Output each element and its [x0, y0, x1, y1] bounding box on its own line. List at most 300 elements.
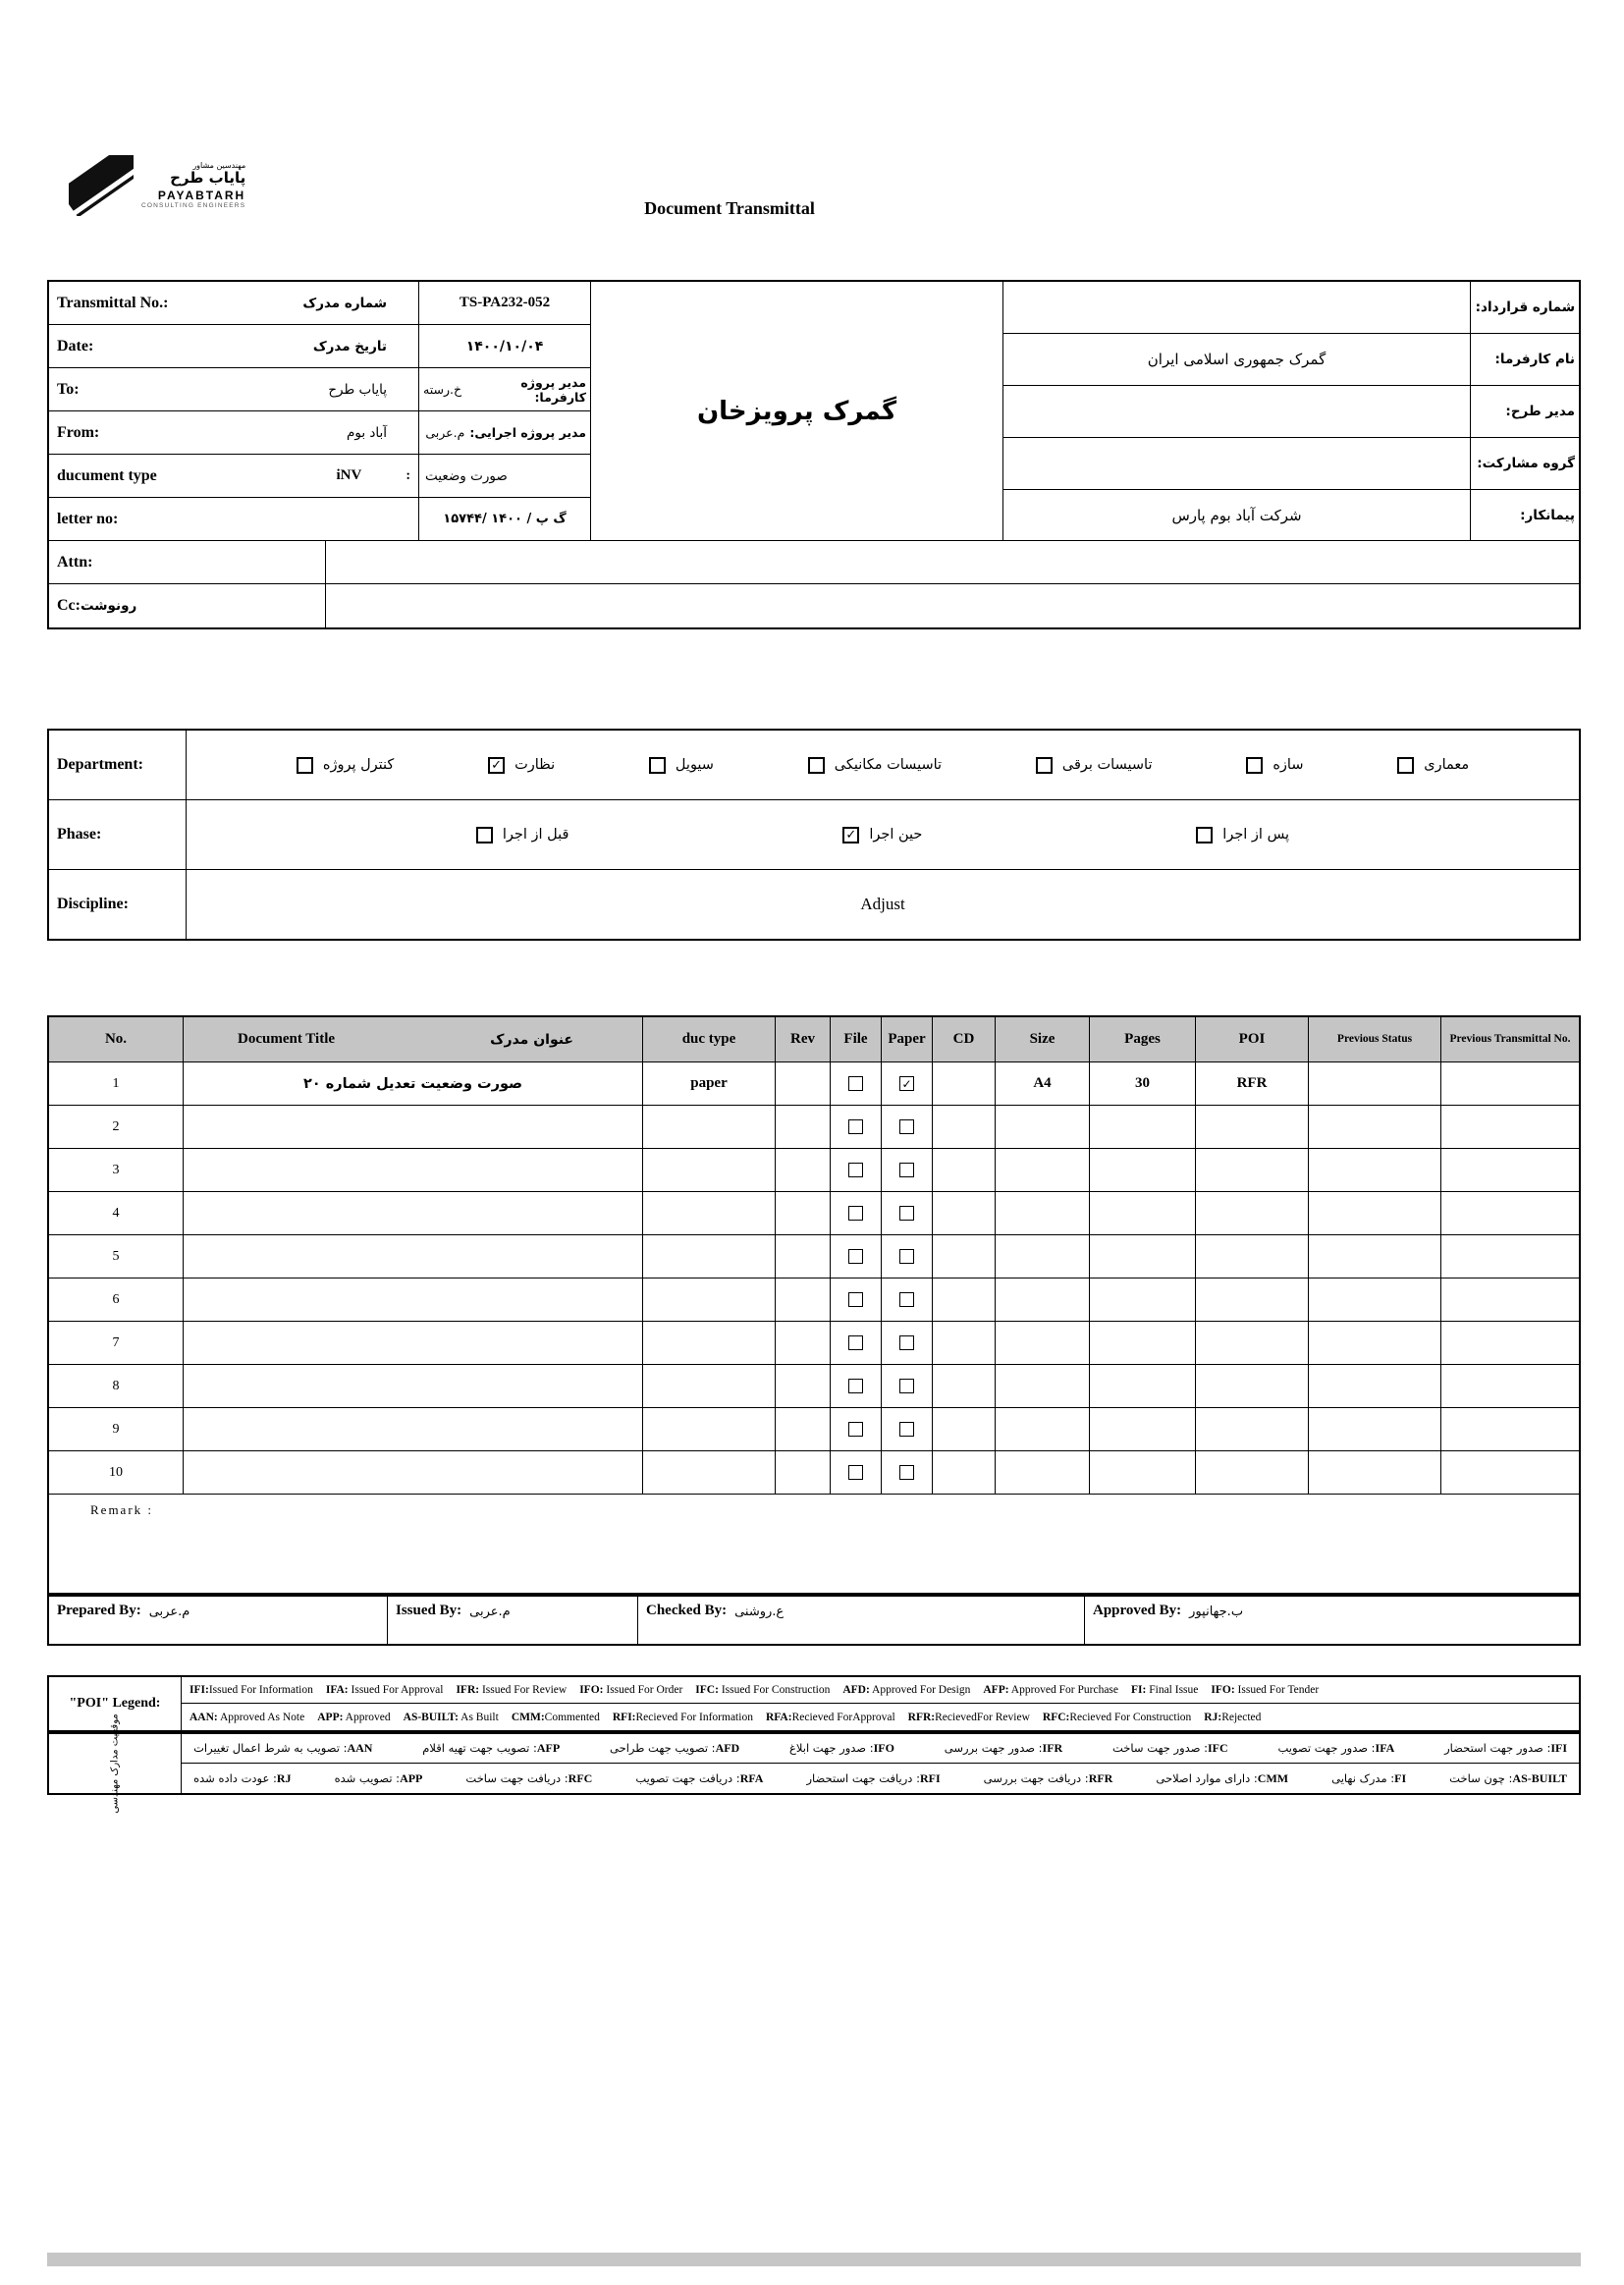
transmittal-no-label-en: Transmittal No.: — [57, 294, 169, 311]
paper-checkbox[interactable] — [899, 1465, 914, 1480]
cell-duc-type — [643, 1365, 776, 1408]
document-row — [49, 1149, 1579, 1192]
poi-legend-fa-row-2 — [182, 1764, 1579, 1793]
legend-item: AS-BUILT: چون ساخت — [1449, 1770, 1567, 1785]
department-row — [49, 731, 1579, 800]
logo-en-name: PAYABTARH — [157, 188, 246, 202]
design-manager-label: مدیر طرح: — [1505, 404, 1575, 419]
col-title-header — [184, 1017, 643, 1062]
legend-item: RJ: عودت داده شده — [193, 1770, 292, 1785]
cell-no: 7 — [49, 1322, 184, 1365]
file-checkbox[interactable] — [848, 1465, 863, 1480]
cell-prev-transmittal — [1441, 1279, 1579, 1322]
cell-paper — [882, 1106, 933, 1149]
cell-no: 4 — [49, 1192, 184, 1235]
file-checkbox[interactable] — [848, 1076, 863, 1091]
cell-prev-status — [1309, 1408, 1441, 1451]
phase-option-label: قبل از اجرا — [502, 827, 569, 843]
document-row — [49, 1192, 1579, 1235]
paper-checkbox[interactable] — [899, 1119, 914, 1134]
cell-prev-transmittal — [1441, 1451, 1579, 1495]
issued-by-cell — [388, 1597, 638, 1644]
document-type-value-fa-cell — [419, 455, 591, 498]
cell-poi: RFR — [1196, 1062, 1309, 1106]
legend-item: AFP: تصویب جهت تهیه اقلام — [422, 1741, 561, 1755]
paper-checkbox[interactable] — [899, 1163, 914, 1177]
cell-title: صورت وضعیت تعدیل شماره ۲۰ — [184, 1062, 643, 1106]
checked-by-label: Checked By: — [646, 1603, 728, 1618]
cell-prev-status — [1309, 1235, 1441, 1279]
document-row — [49, 1408, 1579, 1451]
letter-no-label: letter no: — [57, 510, 119, 527]
cell-title — [184, 1365, 643, 1408]
partnership-group-label: گروه مشارکت: — [1477, 456, 1575, 471]
col-title-header-fa: عنوان مدرک — [490, 1031, 573, 1048]
cell-cd — [933, 1235, 996, 1279]
department-option-checkbox[interactable] — [808, 757, 825, 774]
legend-item: IFC: Issued For Construction — [695, 1684, 831, 1696]
department-option — [808, 757, 942, 774]
client-name-label: نام کارفرما: — [1494, 352, 1575, 367]
cell-title — [184, 1408, 643, 1451]
client-name-value: گمرک جمهوری اسلامی ایران — [1003, 334, 1471, 386]
department-label: Department: — [49, 731, 187, 799]
poi-legend-fa-row-1 — [182, 1734, 1579, 1764]
document-row — [49, 1062, 1579, 1106]
cell-size — [996, 1192, 1090, 1235]
cell-prev-transmittal — [1441, 1106, 1579, 1149]
legend-item: FI: Final Issue — [1131, 1684, 1199, 1696]
col-previous-status-header: Previous Status — [1309, 1017, 1441, 1062]
col-paper-header: Paper — [882, 1017, 933, 1062]
poi-legend-fa-title: موقعیت مدارک مهندسی — [109, 1714, 121, 1814]
cell-title — [184, 1279, 643, 1322]
cell-pages — [1090, 1365, 1196, 1408]
legend-item: AS-BUILT: As Built — [403, 1711, 499, 1723]
approved-by-label: Approved By: — [1093, 1603, 1182, 1618]
cell-size — [996, 1451, 1090, 1495]
cell-poi — [1196, 1322, 1309, 1365]
cell-poi — [1196, 1235, 1309, 1279]
cell-prev-status — [1309, 1062, 1441, 1106]
cell-paper — [882, 1235, 933, 1279]
paper-checkbox[interactable] — [899, 1249, 914, 1264]
cell-rev — [776, 1106, 831, 1149]
client-pm-label: مدیر پروژه کارفرما: — [520, 374, 586, 405]
poi-legend-title: "POI" Legend: — [49, 1677, 182, 1730]
cell-file — [831, 1106, 882, 1149]
cell-duc-type — [643, 1149, 776, 1192]
footer-bar — [47, 2253, 1581, 2266]
contract-no-value — [1003, 282, 1471, 334]
page-title: Document Transmittal — [644, 198, 815, 218]
prepared-by-cell — [49, 1597, 388, 1644]
file-checkbox[interactable] — [848, 1335, 863, 1350]
date-cell — [49, 325, 419, 368]
cell-rev — [776, 1235, 831, 1279]
cell-no: 3 — [49, 1149, 184, 1192]
legend-item: IFR: صدور جهت بررسی — [944, 1741, 1063, 1755]
design-manager-value — [1003, 386, 1471, 438]
to-cell — [49, 368, 419, 411]
cell-file — [831, 1408, 882, 1451]
cell-rev — [776, 1062, 831, 1106]
cell-poi — [1196, 1192, 1309, 1235]
signatures-row — [47, 1595, 1581, 1646]
department-option-checkbox[interactable] — [1246, 757, 1263, 774]
file-checkbox[interactable] — [848, 1119, 863, 1134]
document-row — [49, 1322, 1579, 1365]
poi-legend-en-row-1 — [182, 1677, 1579, 1704]
legend-item: AFP: Approved For Purchase — [983, 1684, 1119, 1696]
cell-pages — [1090, 1322, 1196, 1365]
legend-item: IFI: صدور جهت استحضار — [1444, 1741, 1567, 1755]
document-type-colon: : — [406, 467, 410, 483]
cc-label-fa: رونوشت — [80, 598, 137, 614]
paper-checkbox[interactable] — [899, 1206, 914, 1221]
cell-rev — [776, 1322, 831, 1365]
col-file-header: File — [831, 1017, 882, 1062]
cell-paper — [882, 1062, 933, 1106]
department-option-label: نظارت — [514, 757, 556, 773]
transmittal-no-cell — [49, 282, 419, 325]
legend-item: RJ:Rejected — [1204, 1711, 1262, 1723]
phase-label: Phase: — [49, 800, 187, 869]
paper-checkbox[interactable]: ✓ — [899, 1076, 914, 1091]
cell-cd — [933, 1365, 996, 1408]
cell-rev — [776, 1149, 831, 1192]
attn-label: Attn: — [57, 553, 93, 571]
cell-title — [184, 1149, 643, 1192]
document-row — [49, 1451, 1579, 1495]
discipline-label: Discipline: — [49, 870, 187, 939]
exec-pm-cell — [419, 411, 591, 455]
cell-poi — [1196, 1279, 1309, 1322]
cell-cd — [933, 1451, 996, 1495]
remark-label: Remark : — [90, 1502, 154, 1517]
phase-option-checkbox[interactable] — [1196, 827, 1213, 843]
department-option — [1036, 757, 1153, 774]
checked-by-cell — [638, 1597, 1085, 1644]
cell-paper — [882, 1192, 933, 1235]
legend-item: IFO: صدور جهت ابلاغ — [789, 1741, 894, 1755]
cell-title — [184, 1192, 643, 1235]
cell-no: 2 — [49, 1106, 184, 1149]
legend-item: IFC: صدور جهت ساخت — [1112, 1741, 1228, 1755]
document-type-value-fa: صورت وضعیت — [425, 467, 508, 484]
cell-size — [996, 1235, 1090, 1279]
legend-item: APP: تصویب شده — [334, 1770, 423, 1785]
cell-rev — [776, 1451, 831, 1495]
from-label: From: — [57, 423, 100, 441]
department-option — [1397, 757, 1469, 774]
department-option-label: تاسیسات برقی — [1061, 757, 1153, 773]
file-checkbox[interactable] — [848, 1292, 863, 1307]
cell-prev-status — [1309, 1451, 1441, 1495]
cell-size — [996, 1149, 1090, 1192]
from-value: آباد بوم — [346, 424, 387, 441]
legend-item: IFO: Issued For Tender — [1211, 1684, 1320, 1696]
cell-rev — [776, 1408, 831, 1451]
cell-prev-transmittal — [1441, 1062, 1579, 1106]
from-cell — [49, 411, 419, 455]
cell-size — [996, 1408, 1090, 1451]
document-type-value-en: iNV — [336, 467, 362, 483]
cell-poi — [1196, 1451, 1309, 1495]
classification-table — [47, 729, 1581, 941]
col-duc-type-header: duc type — [643, 1017, 776, 1062]
cell-pages — [1090, 1408, 1196, 1451]
cell-paper — [882, 1408, 933, 1451]
legend-item: IFA: Issued For Approval — [325, 1684, 444, 1696]
department-option — [649, 757, 714, 774]
document-type-cell — [49, 455, 419, 498]
transmittal-no-label-fa: شماره مدرک — [302, 295, 387, 311]
department-option-label: کنترل پروژه — [322, 757, 395, 773]
phase-option-checkbox[interactable]: ✓ — [842, 827, 859, 843]
cell-duc-type: paper — [643, 1062, 776, 1106]
cell-prev-transmittal — [1441, 1235, 1579, 1279]
department-option-label: سیویل — [675, 757, 714, 773]
cell-file — [831, 1322, 882, 1365]
poi-legend-en — [47, 1675, 1581, 1732]
legend-item: IFO: Issued For Order — [579, 1684, 683, 1696]
cell-no: 5 — [49, 1235, 184, 1279]
cell-file — [831, 1365, 882, 1408]
logo-fa-tagline: مهندسین مشاور — [192, 161, 246, 171]
cell-duc-type — [643, 1279, 776, 1322]
cell-prev-status — [1309, 1365, 1441, 1408]
client-pm-cell — [419, 368, 591, 411]
cell-no: 8 — [49, 1365, 184, 1408]
file-checkbox[interactable] — [848, 1249, 863, 1264]
department-option-checkbox[interactable] — [1397, 757, 1414, 774]
document-row — [49, 1106, 1579, 1149]
cell-cd — [933, 1106, 996, 1149]
phase-option-label: حین اجرا — [869, 827, 923, 843]
cell-paper — [882, 1279, 933, 1322]
cell-cd — [933, 1062, 996, 1106]
cell-prev-transmittal — [1441, 1192, 1579, 1235]
cell-prev-transmittal — [1441, 1322, 1579, 1365]
cell-paper — [882, 1322, 933, 1365]
cell-prev-status — [1309, 1149, 1441, 1192]
cell-pages — [1090, 1235, 1196, 1279]
cell-title — [184, 1106, 643, 1149]
cell-paper — [882, 1149, 933, 1192]
department-option-label: معماری — [1424, 757, 1470, 773]
legend-item: RFI: دریافت جهت استحضار — [806, 1770, 941, 1785]
discipline-value: Adjust — [860, 895, 905, 913]
document-row — [49, 1365, 1579, 1408]
contractor-label: پیمانکار: — [1520, 507, 1575, 523]
legend-item: RFA:Recieved ForApproval — [765, 1711, 895, 1723]
cell-file — [831, 1451, 882, 1495]
cell-pages — [1090, 1279, 1196, 1322]
attn-value — [326, 541, 1579, 584]
cell-size: A4 — [996, 1062, 1090, 1106]
phase-option-checkbox[interactable] — [476, 827, 493, 843]
legend-item: CMM: دارای موارد اصلاحی — [1156, 1770, 1289, 1785]
issued-by-label: Issued By: — [396, 1603, 462, 1618]
cell-prev-status — [1309, 1279, 1441, 1322]
to-value: پایاب طرح — [328, 381, 387, 398]
cell-prev-status — [1309, 1106, 1441, 1149]
phase-option — [1196, 827, 1289, 843]
documents-table-body — [49, 1062, 1579, 1495]
department-option-checkbox[interactable] — [297, 757, 313, 774]
exec-pm-label: مدیر پروژه اجرایی: — [469, 425, 586, 440]
partnership-group-value — [1003, 438, 1471, 490]
checked-by-value: ع.روشنی — [734, 1605, 785, 1619]
cc-value — [326, 584, 1579, 627]
col-poi-header: POI — [1196, 1017, 1309, 1062]
cell-cd — [933, 1322, 996, 1365]
cell-no: 10 — [49, 1451, 184, 1495]
cell-pages — [1090, 1106, 1196, 1149]
paper-checkbox[interactable] — [899, 1422, 914, 1437]
logo-subtitle: CONSULTING ENGINEERS — [141, 202, 246, 210]
cell-rev — [776, 1365, 831, 1408]
cell-prev-status — [1309, 1322, 1441, 1365]
cell-cd — [933, 1149, 996, 1192]
cell-prev-transmittal — [1441, 1149, 1579, 1192]
document-row — [49, 1279, 1579, 1322]
legend-item: CMM:Commented — [511, 1711, 600, 1723]
approved-by-cell — [1085, 1597, 1579, 1644]
cell-pages — [1090, 1192, 1196, 1235]
cell-title — [184, 1322, 643, 1365]
info-table — [47, 280, 1581, 629]
col-previous-transmittal-header: Previous Transmittal No. — [1441, 1017, 1579, 1062]
cell-poi — [1196, 1106, 1309, 1149]
cell-paper — [882, 1365, 933, 1408]
contract-no-label: شماره قرارداد: — [1475, 299, 1575, 315]
legend-item: RFR: دریافت جهت بررسی — [983, 1770, 1113, 1785]
cell-duc-type — [643, 1451, 776, 1495]
document-row — [49, 1235, 1579, 1279]
legend-item: RFC: دریافت جهت ساخت — [465, 1770, 593, 1785]
cc-label-en: Cc: — [57, 597, 81, 614]
cell-file — [831, 1235, 882, 1279]
phase-option — [842, 827, 922, 843]
cell-cd — [933, 1192, 996, 1235]
poi-legend-en-row-2 — [182, 1704, 1579, 1730]
discipline-row — [49, 870, 1579, 939]
department-option-checkbox[interactable]: ✓ — [488, 757, 505, 774]
department-option — [297, 757, 394, 774]
cell-duc-type — [643, 1106, 776, 1149]
department-option — [1246, 757, 1303, 774]
paper-checkbox[interactable] — [899, 1292, 914, 1307]
legend-item: IFI:Issued For Information — [189, 1684, 313, 1696]
legend-item: IFA: صدور جهت تصویب — [1277, 1741, 1395, 1755]
cell-duc-type — [643, 1322, 776, 1365]
paper-checkbox[interactable] — [899, 1379, 914, 1393]
cell-cd — [933, 1279, 996, 1322]
transmittal-no-value: TS-PA232-052 — [419, 282, 591, 325]
cell-no: 9 — [49, 1408, 184, 1451]
department-options — [187, 731, 1579, 799]
project-title: گمرک پرویزخان — [591, 282, 1003, 541]
cell-prev-status — [1309, 1192, 1441, 1235]
cell-poi — [1196, 1149, 1309, 1192]
file-checkbox[interactable] — [848, 1422, 863, 1437]
cell-size — [996, 1365, 1090, 1408]
to-label: To: — [57, 380, 80, 398]
department-option-checkbox[interactable] — [649, 757, 666, 774]
prepared-by-label: Prepared By: — [57, 1603, 141, 1618]
col-size-header: Size — [996, 1017, 1090, 1062]
phase-row — [49, 800, 1579, 870]
cell-size — [996, 1106, 1090, 1149]
documents-table-header — [49, 1017, 1579, 1062]
col-cd-header: CD — [933, 1017, 996, 1062]
cell-duc-type — [643, 1192, 776, 1235]
cell-prev-transmittal — [1441, 1365, 1579, 1408]
cell-title — [184, 1451, 643, 1495]
date-label-fa: تاریخ مدرک — [312, 338, 387, 354]
cell-file — [831, 1279, 882, 1322]
exec-pm-value: م.عربی — [425, 425, 465, 440]
cell-size — [996, 1279, 1090, 1322]
department-option — [488, 757, 555, 774]
department-option-label: تاسیسات مکانیکی — [834, 757, 943, 773]
cell-pages — [1090, 1149, 1196, 1192]
legend-item: APP: Approved — [317, 1711, 391, 1723]
phase-option — [476, 827, 569, 843]
logo-fa-name: پایاب طرح — [170, 169, 246, 188]
cell-no: 6 — [49, 1279, 184, 1322]
cell-no: 1 — [49, 1062, 184, 1106]
cell-title — [184, 1235, 643, 1279]
cell-rev — [776, 1192, 831, 1235]
department-option-label: سازه — [1272, 757, 1304, 773]
documents-table — [47, 1015, 1581, 1595]
cell-file — [831, 1062, 882, 1106]
cell-paper — [882, 1451, 933, 1495]
issued-by-value: م.عربی — [469, 1605, 511, 1619]
document-type-label: ducument type — [57, 466, 157, 484]
cell-prev-transmittal — [1441, 1408, 1579, 1451]
letter-no-cell — [49, 498, 419, 541]
legend-item: AAN: Approved As Note — [189, 1711, 305, 1723]
department-option-checkbox[interactable] — [1036, 757, 1053, 774]
file-checkbox[interactable] — [848, 1206, 863, 1221]
legend-item: RFC:Recieved For Construction — [1042, 1711, 1192, 1723]
cell-pages: 30 — [1090, 1062, 1196, 1106]
paper-checkbox[interactable] — [899, 1335, 914, 1350]
date-label-en: Date: — [57, 337, 94, 354]
date-value: ۱۴۰۰/۱۰/۰۴ — [419, 325, 591, 368]
letter-no-value: ۱۵۷۴۴/ گ پ / ۱۴۰۰ — [419, 498, 591, 541]
file-checkbox[interactable] — [848, 1163, 863, 1177]
phase-option-label: پس از اجرا — [1222, 827, 1290, 843]
cell-poi — [1196, 1365, 1309, 1408]
legend-item: RFR:RecievedFor Review — [907, 1711, 1030, 1723]
legend-item: AFD: Approved For Design — [842, 1684, 971, 1696]
cell-cd — [933, 1408, 996, 1451]
contractor-value: شرکت آباد بوم پارس — [1003, 490, 1471, 541]
col-title-header-en: Document Title — [238, 1031, 336, 1047]
legend-item: FI: مدرک نهایی — [1331, 1770, 1407, 1785]
cell-poi — [1196, 1408, 1309, 1451]
cell-pages — [1090, 1451, 1196, 1495]
file-checkbox[interactable] — [848, 1379, 863, 1393]
legend-item: IFR: Issued For Review — [456, 1684, 568, 1696]
col-no-header: No. — [49, 1017, 184, 1062]
legend-item: RFI:Recieved For Information — [612, 1711, 753, 1723]
